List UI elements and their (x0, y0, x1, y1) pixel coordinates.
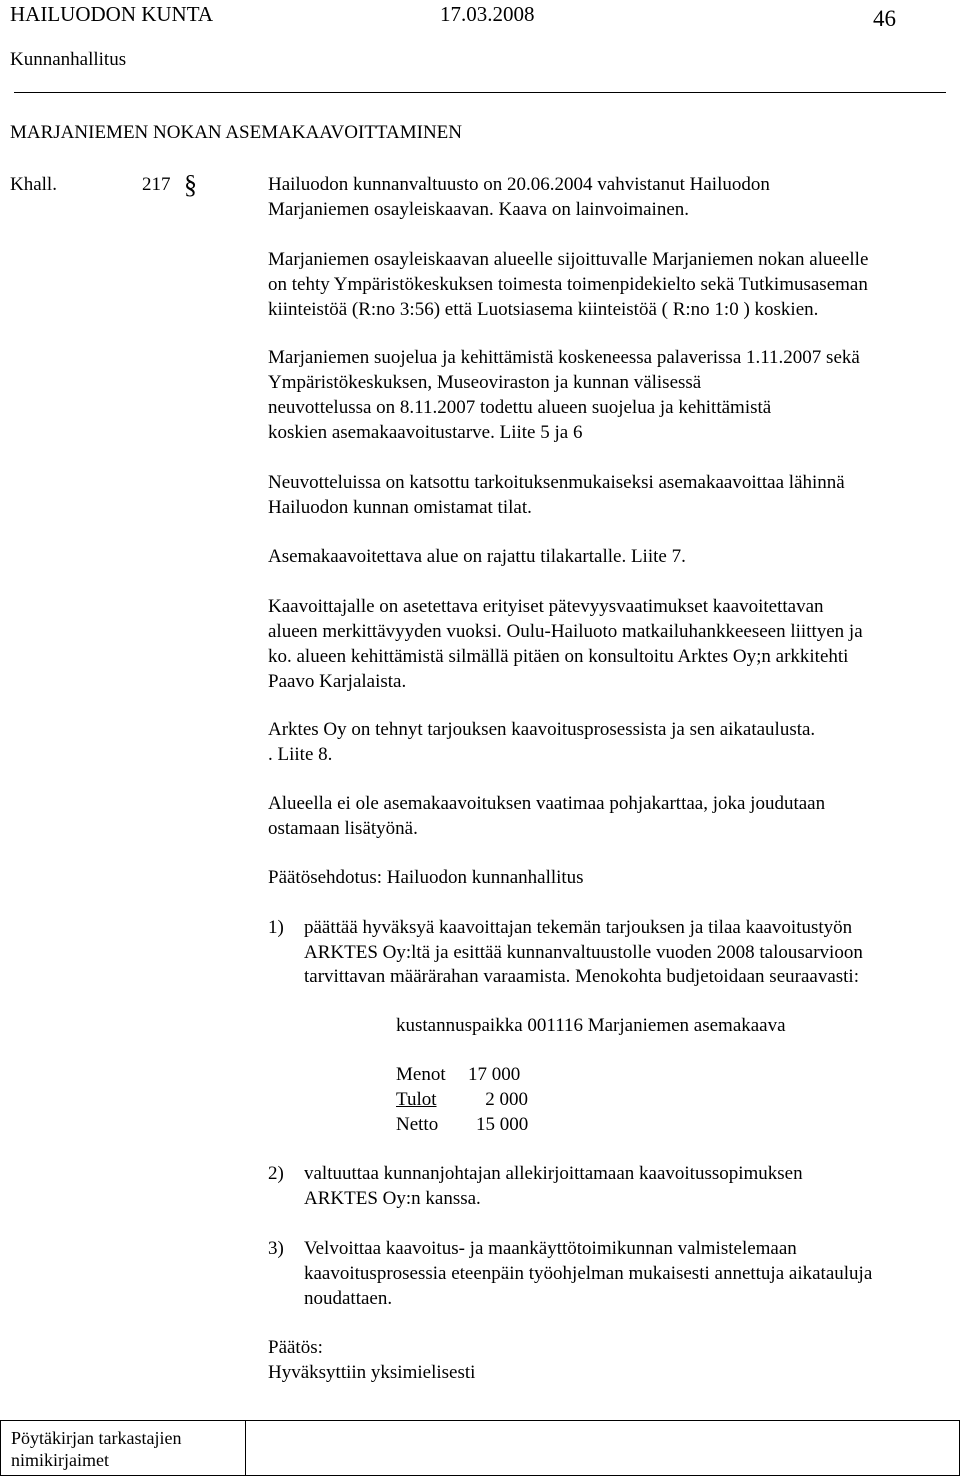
paragraph-line: on tehty Ympäristökeskuksen toimesta toimenpidekielto sekä Tutkimusaseman (268, 274, 868, 295)
paragraph-line: alueen merkittävyyden vuoksi. Oulu-Hailuoto matkailuhankkeeseen liittyen ja (268, 621, 863, 642)
proposal-item-line: ARKTES Oy:ltä ja esittää kunnanvaltuustolle vuoden 2008 talousarvioon (304, 942, 863, 963)
proposal-item-number: 2) (268, 1163, 284, 1184)
paragraph-line: kiinteistöä (R:no 3:56) että Luotsiasema kiinteistöä ( R:no 1:0 ) koskien. (268, 299, 819, 320)
proposal-heading: Päätösehdotus: Hailuodon kunnanhallitus (268, 867, 584, 888)
paragraph-line: . Liite 8. (268, 744, 333, 765)
decision-label: Päätös: (268, 1337, 323, 1358)
budget-label-netto: Netto (396, 1114, 439, 1135)
paragraph-line: ko. alueen kehittämistä silmällä pitäen on konsultoitu Arktes Oy;n arkkitehti (268, 646, 849, 667)
proposal-item-line: noudattaen. (304, 1288, 393, 1309)
paragraph-line: Paavo Karjalaista. (268, 671, 407, 692)
budget-value-menot: 17 000 (468, 1064, 521, 1085)
budget-tulot-row (396, 1087, 528, 1112)
proposal-item-number: 3) (268, 1238, 284, 1259)
meeting-date: 17.03.2008 (440, 2, 535, 26)
budget-value-netto: 15 000 (476, 1114, 529, 1135)
paragraph-line: neuvottelussa on 8.11.2007 todettu alueen suojelua ja kehittämistä (268, 397, 772, 418)
paragraph-line: Arktes Oy on tehnyt tarjouksen kaavoitusprosessista ja sen aikataulusta. (268, 719, 816, 740)
intro-line: Hailuodon kunnanvaltuusto on 20.06.2004 vahvistanut Hailuodon (268, 174, 770, 195)
budget-value-tulot: 2 000 (485, 1089, 528, 1110)
footer-line: Pöytäkirjan tarkastajien (11, 1428, 182, 1448)
proposal-item-line: päättää hyväksyä kaavoittajan tekemän tarjouksen ja tilaa kaavoitustyön (304, 917, 853, 938)
section-title: MARJANIEMEN NOKAN ASEMAKAAVOITTAMINEN (10, 122, 463, 143)
paragraph-line: Kaavoittajalle on asetettava erityiset pätevyysvaatimukset kaavoitettavan (268, 596, 824, 617)
header-divider (14, 92, 946, 93)
proposal-item-number: 1) (268, 917, 284, 938)
governing-body: Kunnanhallitus (10, 49, 127, 70)
intro-line: Marjaniemen osayleiskaavan. Kaava on lainvoimainen. (268, 199, 690, 220)
proposal-item-line: tarvittavan määrärahan varaamista. Menokohta budjetoidaan seuraavasti: (304, 966, 859, 987)
proposal-item-line: kaavoitusprosessia eteenpäin työohjelman mukaisesti annettuja aikatauluja (304, 1263, 873, 1284)
proposal-item-line: valtuuttaa kunnanjohtajan allekirjoittamaan kaavoitussopimuksen (304, 1163, 803, 1184)
cost-center: kustannuspaikka 001116 Marjaniemen asemakaava (396, 1015, 786, 1036)
municipality-name: HAILUODON KUNTA (10, 2, 214, 26)
paragraph-line: Marjaniemen suojelua ja kehittämistä koskeneessa palaverissa 1.11.2007 sekä (268, 347, 860, 368)
page-number: 46 (873, 6, 896, 31)
ref-label: Khall. (10, 174, 57, 195)
budget-label-tulot: Tulot (396, 1089, 437, 1110)
ref-number: 217 (142, 174, 171, 195)
decision-text: Hyväksyttiin yksimielisesti (268, 1362, 476, 1383)
paragraph-line: Marjaniemen osayleiskaavan alueelle sijoittuvalle Marjaniemen nokan alueelle (268, 249, 869, 270)
paragraph-line: Hailuodon kunnan omistamat tilat. (268, 497, 532, 518)
section-symbol: § (184, 170, 197, 199)
proposal-item-line: ARKTES Oy:n kanssa. (304, 1188, 481, 1209)
proposal-item-line: Velvoittaa kaavoitus- ja maankäyttötoimikunnan valmistelemaan (304, 1238, 797, 1259)
paragraph-line: Ympäristökeskuksen, Museoviraston ja kunnan välisessä (268, 372, 702, 393)
paragraph-line: Asemakaavoitettava alue on rajattu tilakartalle. Liite 7. (268, 546, 686, 567)
signature-area (246, 1420, 960, 1476)
budget-label-menot: Menot (396, 1064, 446, 1085)
signature-box (0, 1420, 246, 1476)
paragraph-line: koskien asemakaavoitustarve. Liite 5 ja 6 (268, 422, 583, 443)
footer-line: nimikirjaimet (11, 1450, 109, 1470)
paragraph-line: Neuvotteluissa on katsottu tarkoituksenmukaiseksi asemakaavoittaa lähinnä (268, 472, 845, 493)
paragraph-line: Alueella ei ole asemakaavoituksen vaatimaa pohjakarttaa, joka joudutaan (268, 793, 826, 814)
paragraph-line: ostamaan lisätyönä. (268, 818, 418, 839)
